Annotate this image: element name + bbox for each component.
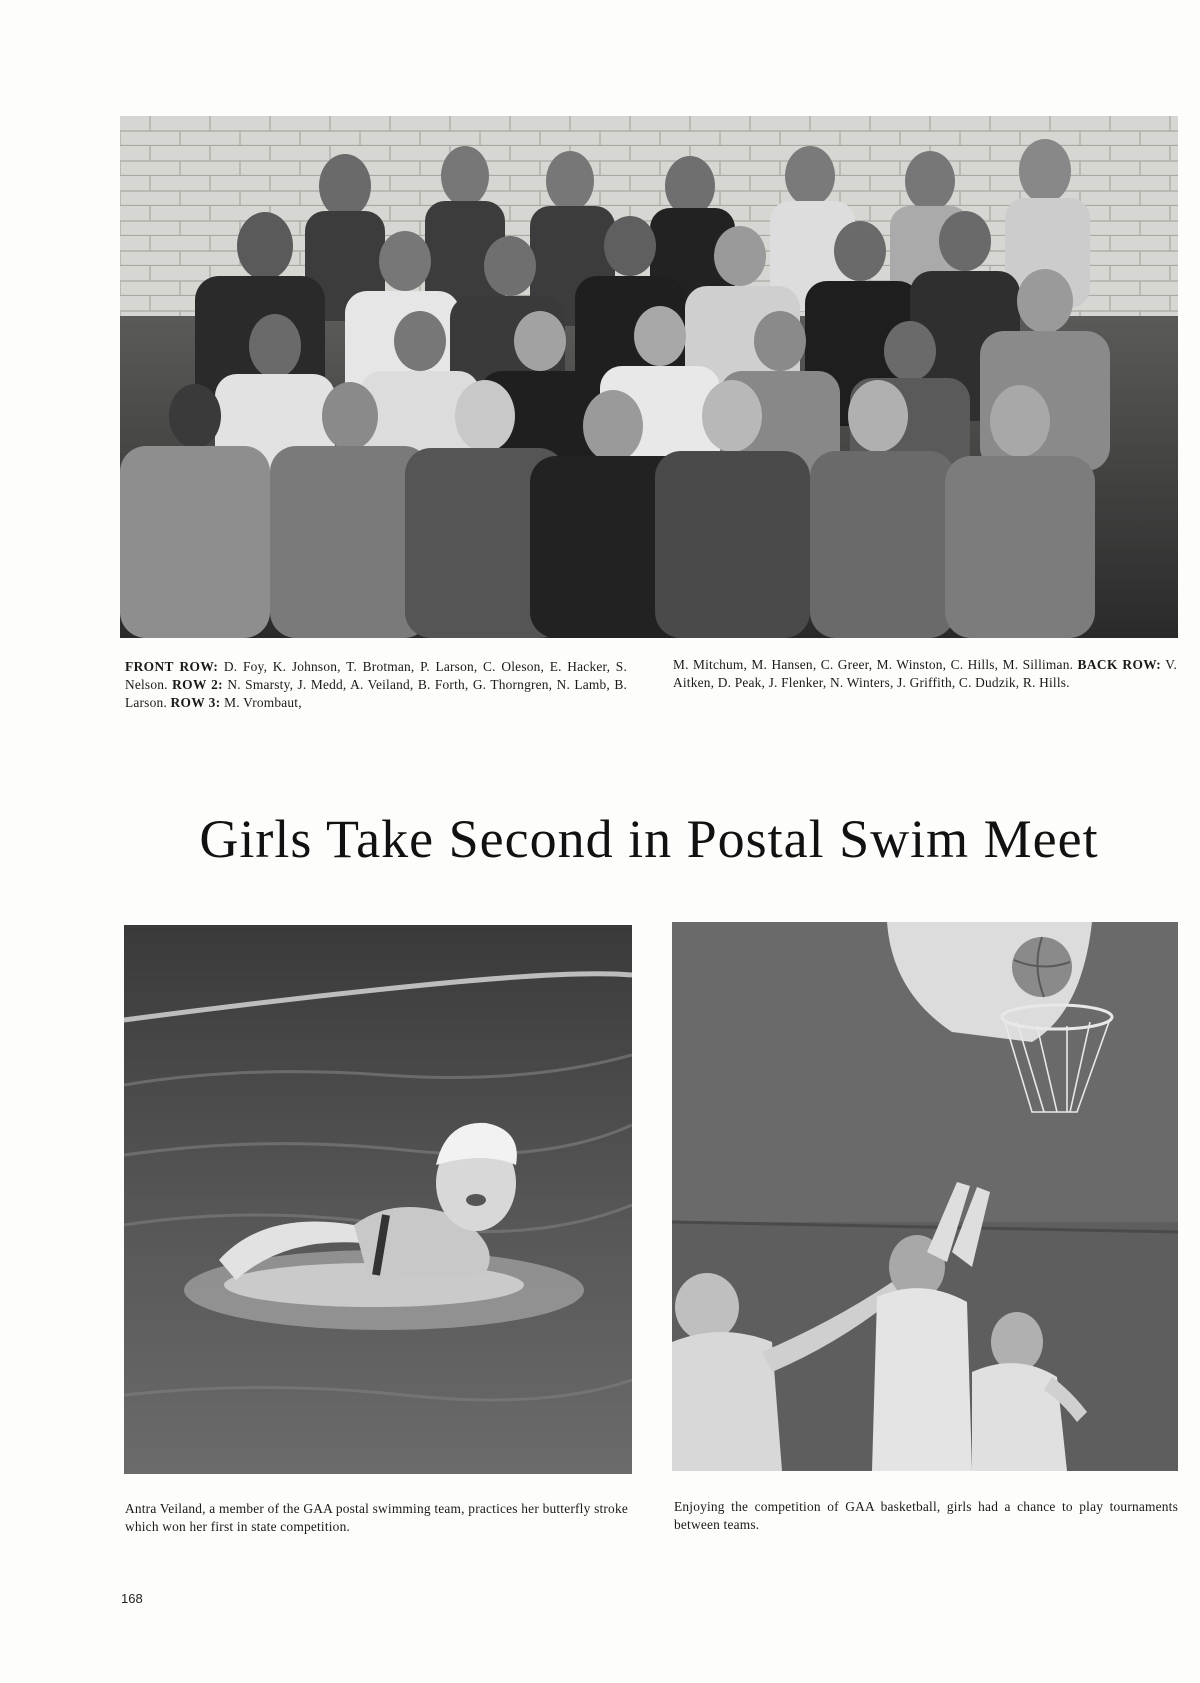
swimming-photo-image bbox=[124, 925, 632, 1474]
page-number: 168 bbox=[121, 1591, 143, 1606]
swimming-caption: Antra Veiland, a member of the GAA postal swimming team, practices her butterfly stroke which won her first in state competition. bbox=[125, 1501, 628, 1534]
row2-names: N. Smarsty, J. Medd, A. Veiland, B. Forth, G. Thorngren, N. Lamb, B. Larson. bbox=[125, 677, 628, 710]
row2-label: ROW 2: bbox=[172, 677, 224, 692]
back-row-label: BACK ROW: bbox=[1077, 657, 1162, 672]
group-caption-right bbox=[673, 656, 1177, 692]
basketball-caption: Enjoying the competition of GAA basketball, girls had a chance to play tournaments between teams. bbox=[674, 1499, 1178, 1532]
basketball-photo-image bbox=[672, 922, 1178, 1471]
back-row-names: V. Aitken, D. Peak, J. Flenker, N. Winters, J. Griffith, C. Dudzik, R. Hills. bbox=[673, 657, 1177, 690]
row3-label: ROW 3: bbox=[170, 695, 221, 710]
group-photo-image bbox=[120, 116, 1178, 638]
front-row-label: FRONT ROW: bbox=[125, 659, 219, 674]
group-photo bbox=[120, 116, 1178, 638]
page-headline: Girls Take Second in Postal Swim Meet bbox=[199, 809, 1099, 869]
row3-names-continued: M. Mitchum, M. Hansen, C. Greer, M. Winston, C. Hills, M. Silliman. bbox=[673, 657, 1078, 672]
group-caption-left bbox=[125, 658, 627, 712]
front-row-names: D. Foy, K. Johnson, T. Brotman, P. Larson, C. Oleson, E. Hacker, S. Nelson. bbox=[125, 659, 627, 692]
row3-names: M. Vrombaut, bbox=[220, 695, 302, 710]
swimming-photo bbox=[124, 925, 632, 1474]
basketball-photo bbox=[672, 922, 1178, 1471]
